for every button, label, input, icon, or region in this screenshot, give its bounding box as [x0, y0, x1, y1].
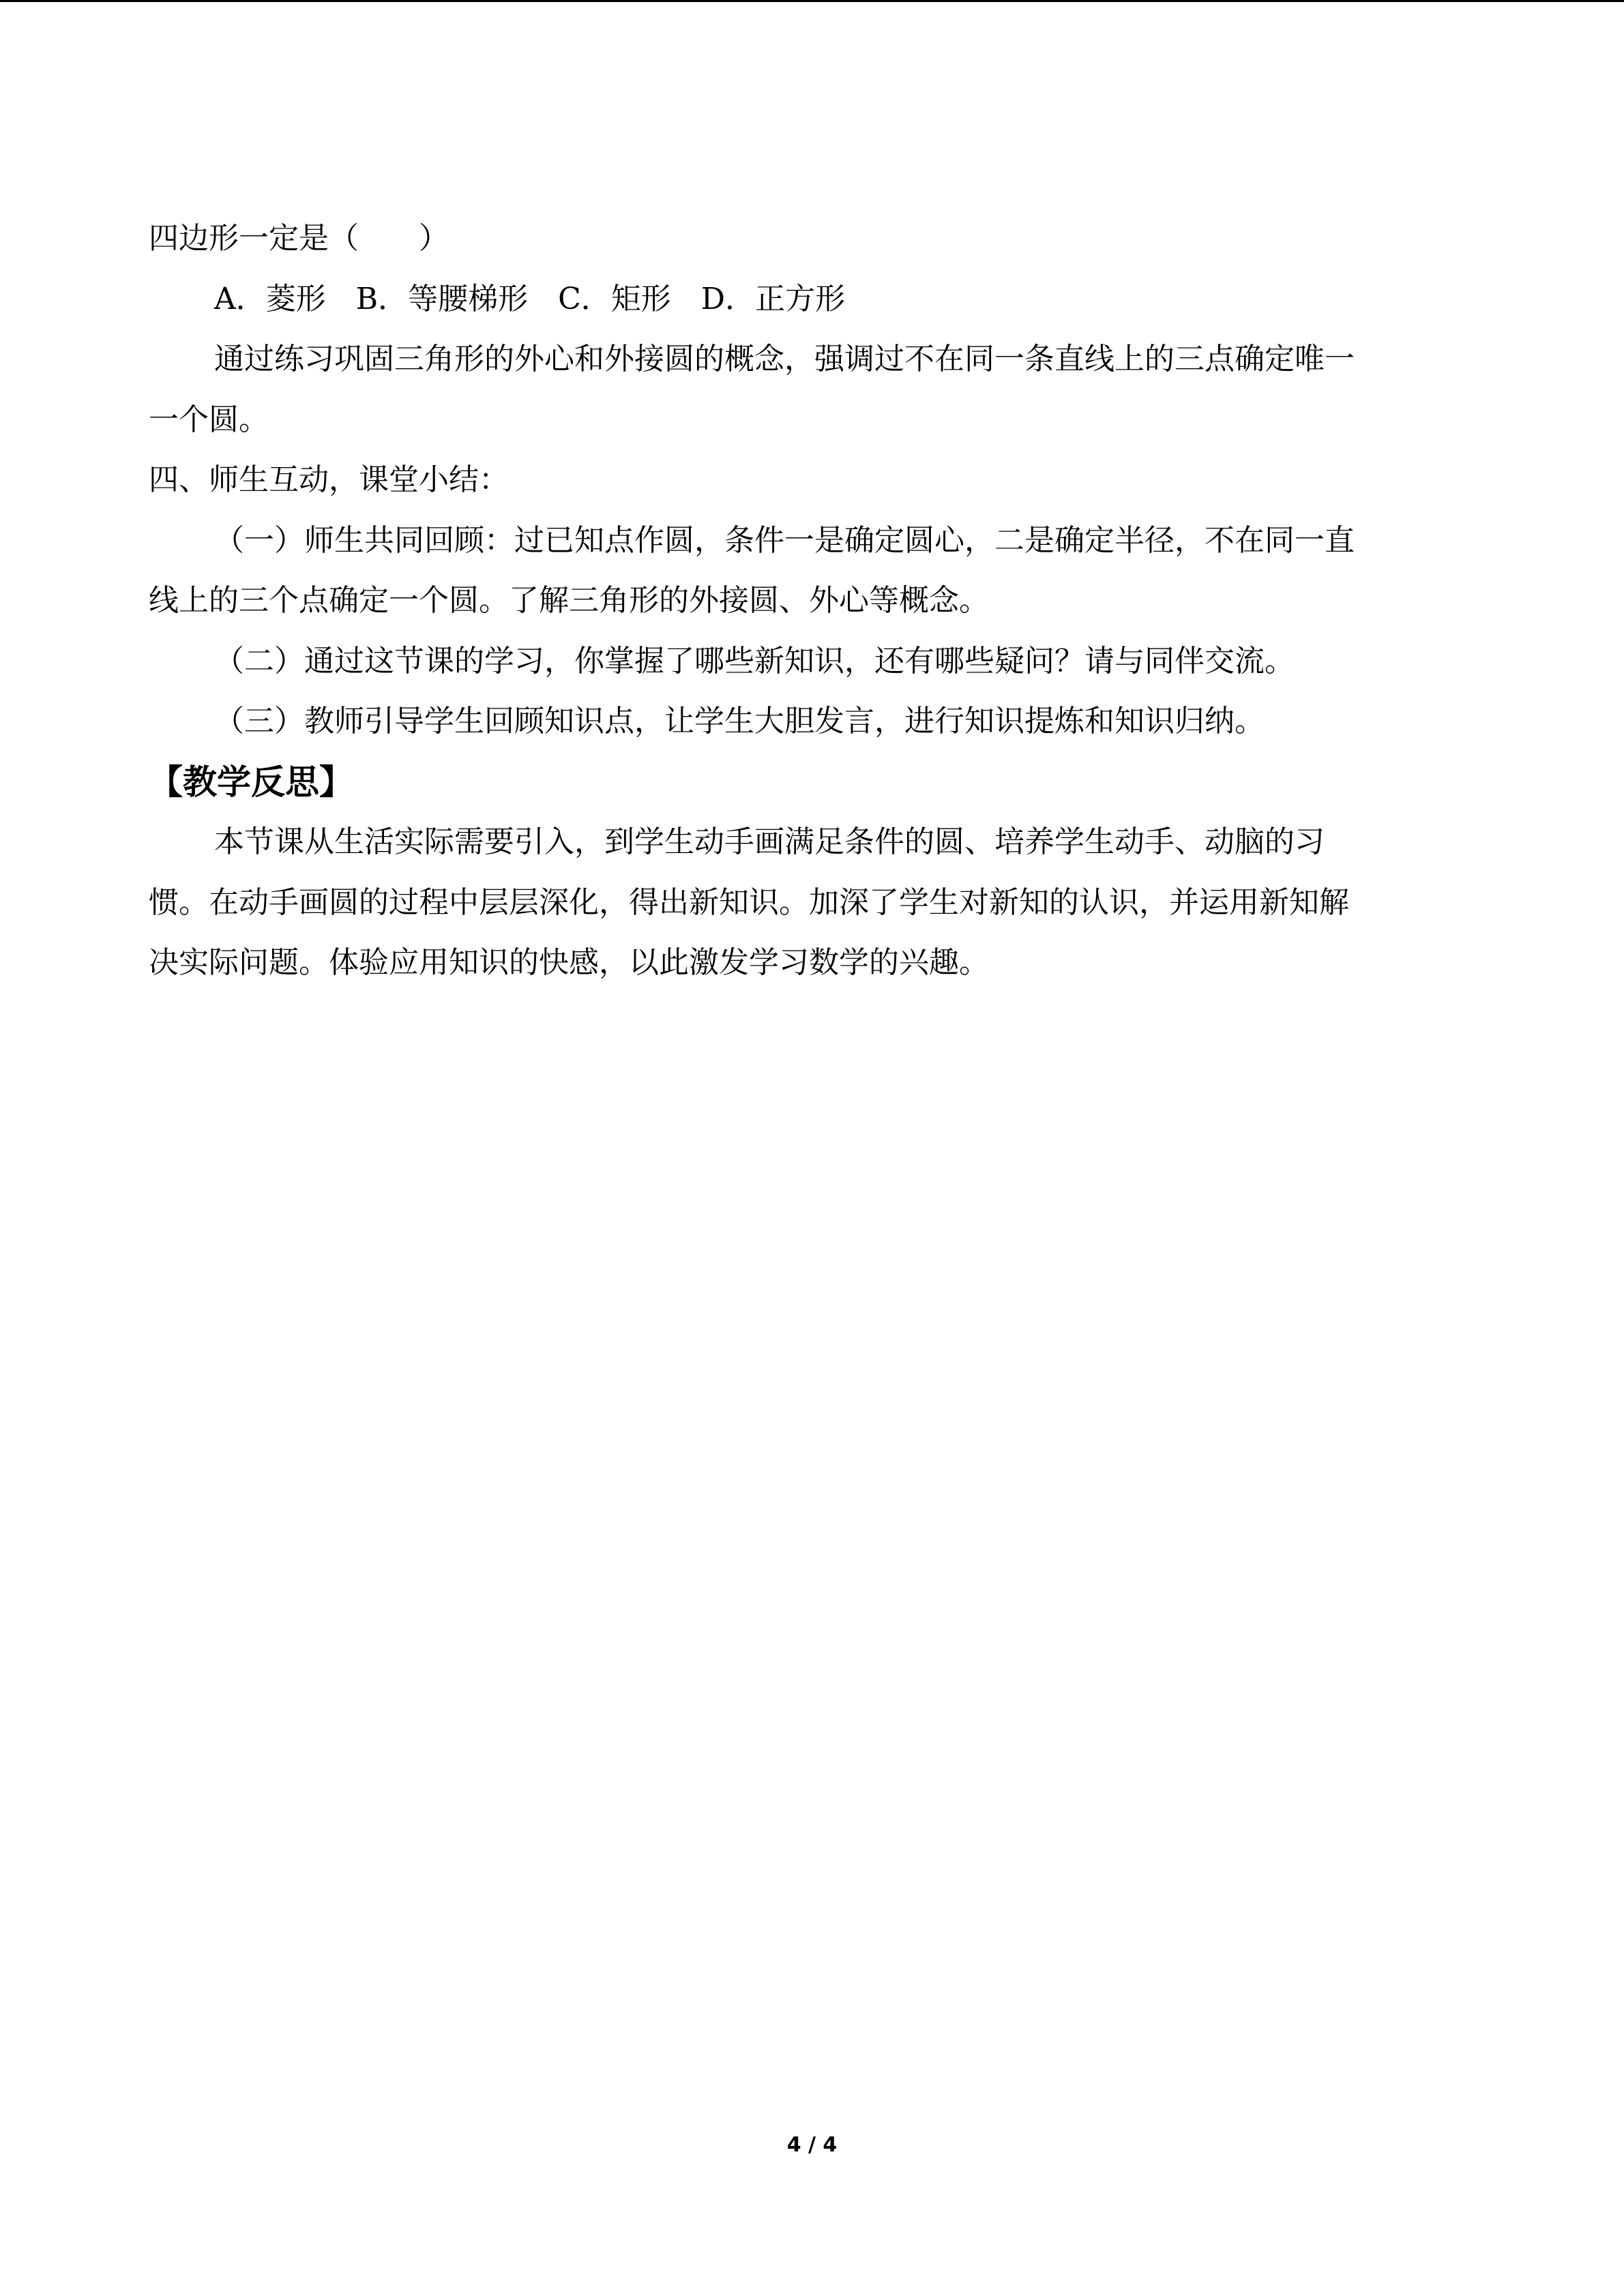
page-number: 4 / 4 [786, 2133, 838, 2157]
reflection-heading: 【教学反思】 [149, 762, 353, 802]
choice-d: D．正方形 [700, 281, 846, 316]
top-border-line [0, 0, 1624, 2]
section-four-title: 四、师生互动，课堂小结： [149, 462, 509, 497]
reflection-line-3: 决实际问题。体验应用知识的快感，以此激发学习数学的兴趣。 [149, 945, 989, 980]
summary-2: （二）通过这节课的学习，你掌握了哪些新知识，还有哪些疑问？请与同伴交流。 [214, 643, 1295, 679]
document-body [149, 209, 1458, 994]
reflection-line-1: 本节课从生活实际需要引入，到学生动手画满足条件的圆、培养学生动手、动脑的习 [214, 824, 1325, 859]
choice-b: B．等腰梯形 [355, 281, 529, 316]
choice-a: A．菱形 [214, 281, 326, 316]
summary-1-line-1: （一）师生共同回顾：过已知点作圆，条件一是确定圆心，二是确定半径，不在同一直 [214, 522, 1355, 558]
practice-note-line-2: 一个圆。 [149, 402, 269, 437]
question-tail: 四边形一定是（ ） [149, 221, 449, 256]
summary-3: （三）教师引导学生回顾知识点，让学生大胆发言，进行知识提炼和知识归纳。 [214, 704, 1265, 739]
practice-note-line-1: 通过练习巩固三角形的外心和外接圆的概念，强调过不在同一条直线上的三点确定唯一 [214, 342, 1355, 376]
answer-choices [149, 269, 1458, 330]
choice-c: C．矩形 [558, 281, 671, 316]
summary-1-line-2: 线上的三个点确定一个圆。了解三角形的外接圆、外心等概念。 [149, 583, 989, 618]
reflection-line-2: 惯。在动手画圆的过程中层层深化，得出新知识。加深了学生对新知的认识，并运用新知解 [149, 884, 1349, 920]
